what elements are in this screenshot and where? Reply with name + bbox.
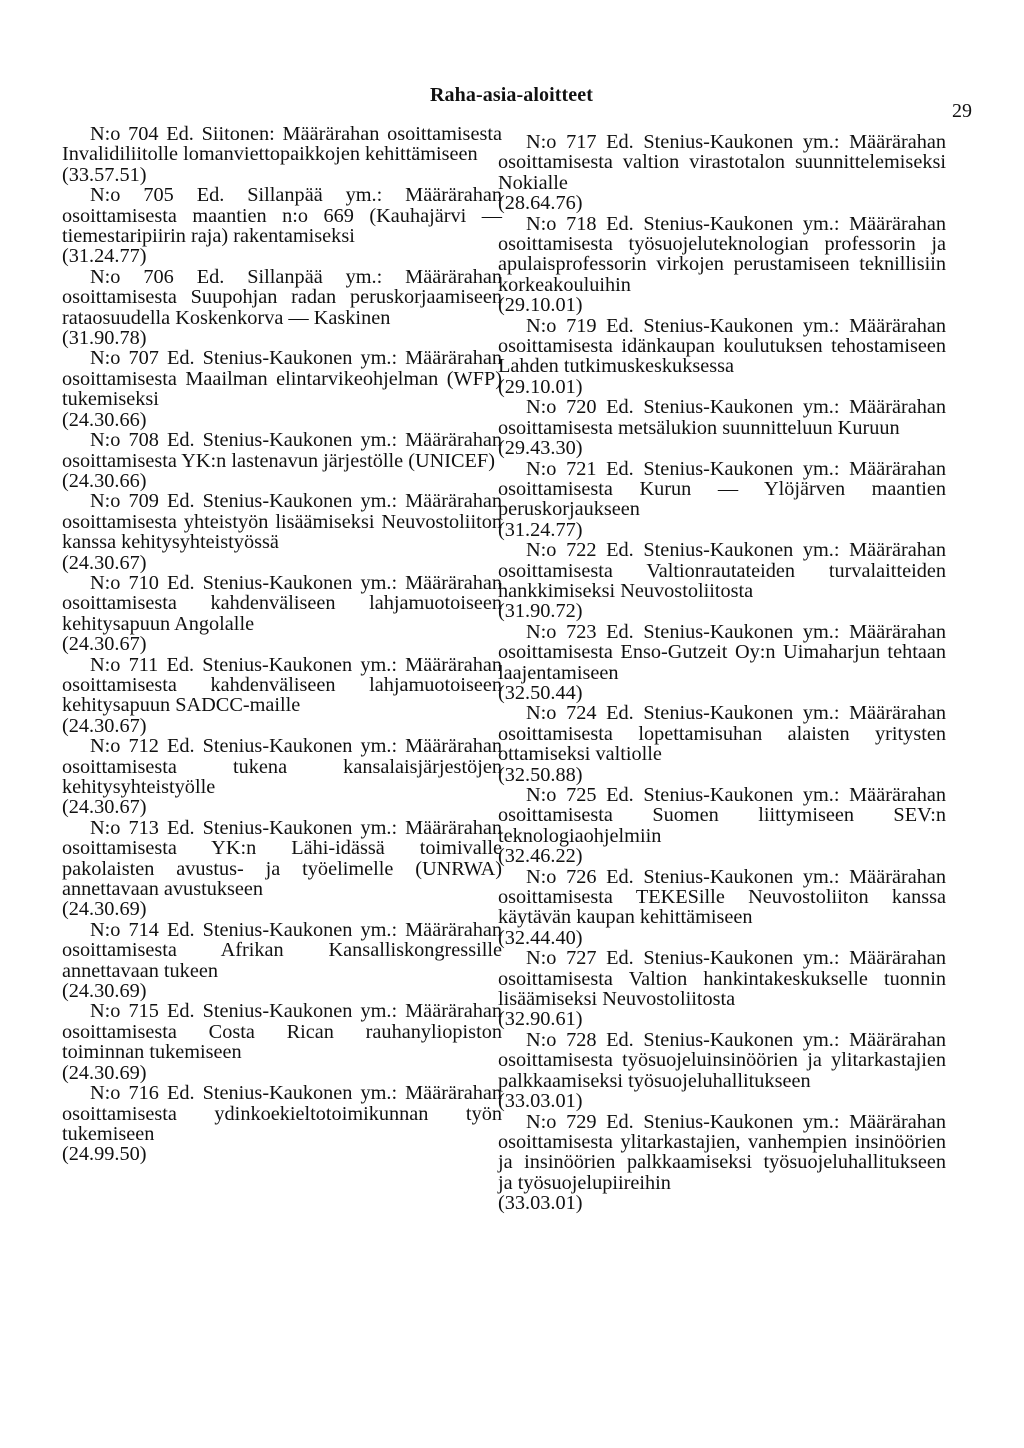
- motion-title: N:o 719 Ed. Stenius-Kaukonen ym.: Määrärahan osoittamisesta idänkaupan koulutuksen tehostamiseen Lahden tutkimuskeskuksessa: [498, 314, 946, 378]
- motion-title: N:o 717 Ed. Stenius-Kaukonen ym.: Määrärahan osoittamisesta valtion virastotalon suunnittelemiseksi Nokialle: [498, 131, 946, 194]
- motion-entry: [62, 573, 502, 655]
- budget-item-code: (24.30.69): [62, 898, 147, 921]
- right-column: [498, 132, 946, 1214]
- motion-title: N:o 721 Ed. Stenius-Kaukonen ym.: Määrärahan osoittamisesta Kurun — Ylöjärven maantien peruskorjaukseen: [498, 457, 946, 521]
- motion-title: N:o 720 Ed. Stenius-Kaukonen ym.: Määrärahan osoittamisesta metsälukion suunnitteluun Kuruun: [498, 396, 946, 439]
- budget-item-code: (28.64.76): [498, 192, 583, 215]
- budget-item-code: (32.50.88): [498, 763, 583, 786]
- motion-title: N:o 713 Ed. Stenius-Kaukonen ym.: Määrärahan osoittamisesta YK:n Lähi-idässä toimivalle pakolaisten avustus- ja työelimelle (UNRWA) annettavaan avustukseen: [62, 816, 502, 901]
- motion-entry: [498, 622, 946, 704]
- motion-entry: [62, 491, 502, 573]
- budget-item-code: (31.24.77): [62, 245, 147, 268]
- budget-item-code: (24.30.69): [62, 1061, 147, 1084]
- motion-title: N:o 706 Ed. Sillanpää ym.: Määrärahan osoittamisesta Suupohjan radan peruskorjaamiseen rataosuudella Koskenkorva — Kaskinen: [62, 265, 502, 329]
- motion-entry: [498, 785, 946, 867]
- motion-title: N:o 727 Ed. Stenius-Kaukonen ym.: Määrärahan osoittamisesta Valtion hankintakeskukselle tuonnin lisäämiseksi Neuvostoliitosta: [498, 947, 946, 1011]
- budget-item-code: (32.90.61): [498, 1008, 583, 1031]
- budget-item-code: (24.30.66): [62, 408, 147, 431]
- budget-item-code: (32.50.44): [498, 681, 583, 704]
- budget-item-code: (24.30.67): [62, 714, 147, 737]
- page-number: 29: [952, 100, 972, 122]
- motion-entry: [62, 818, 502, 920]
- motion-title: N:o 707 Ed. Stenius-Kaukonen ym.: Määrärahan osoittamisesta Maailman elintarvikeohjelman (WFP) tukemiseksi: [62, 347, 502, 411]
- motion-entry: [498, 948, 946, 1030]
- motion-title: N:o 722 Ed. Stenius-Kaukonen ym.: Määrärahan osoittamisesta Valtionrautateiden turvalaitteiden hankkimiseksi Neuvostoliitosta: [498, 539, 946, 602]
- motion-title: N:o 710 Ed. Stenius-Kaukonen ym.: Määrärahan osoittamisesta kahdenväliseen lahjamuotoiseen kehitysapuun Angolalle: [62, 571, 502, 635]
- running-head: Raha-asia-aloitteet: [430, 84, 593, 106]
- motion-title: N:o 723 Ed. Stenius-Kaukonen ym.: Määrärahan osoittamisesta Enso-Gutzeit Oy:n Uimaharjun tehtaan laajentamiseen: [498, 620, 946, 684]
- left-column: [62, 124, 502, 1165]
- motion-title: N:o 704 Ed. Siitonen: Määrärahan osoittamisesta Invalidiliitolle lomanviettopaikkojen kehittämiseen: [62, 123, 502, 166]
- motion-title: N:o 711 Ed. Stenius-Kaukonen ym.: Määrärahan osoittamisesta kahdenväliseen lahjamuotoiseen kehitysapuun SADCC-maille: [62, 653, 502, 717]
- motion-entry: [498, 132, 946, 214]
- motion-entry: [62, 736, 502, 818]
- budget-item-code: (33.57.51): [62, 163, 147, 186]
- motion-entry: [62, 124, 502, 185]
- motion-title: N:o 716 Ed. Stenius-Kaukonen ym.: Määrärahan osoittamisesta ydinkoekieltotoimikunnan työn tukemiseen: [62, 1082, 502, 1145]
- motion-entry: [498, 867, 946, 949]
- budget-item-code: (24.99.50): [62, 1143, 147, 1166]
- motion-entry: [62, 655, 502, 737]
- budget-item-code: (33.03.01): [498, 1090, 583, 1113]
- motion-entry: [62, 920, 502, 1002]
- motion-title: N:o 709 Ed. Stenius-Kaukonen ym.: Määrärahan osoittamisesta yhteistyön lisäämiseksi Neuvostoliiton kanssa kehitysyhteistyössä: [62, 490, 502, 554]
- motion-entry: [62, 185, 502, 267]
- motion-entry: [498, 1030, 946, 1112]
- motion-entry: [498, 459, 946, 541]
- motion-title: N:o 725 Ed. Stenius-Kaukonen ym.: Määrärahan osoittamisesta Suomen liittymiseen SEV:n teknologiaohjelmiin: [498, 784, 946, 847]
- motion-title: N:o 729 Ed. Stenius-Kaukonen ym.: Määrärahan osoittamisesta ylitarkastajien, vanhempien insinöörien ja insinöörien palkkaamiseksi työsuojeluhallitukseen ja työsuojelupiireihin: [498, 1110, 946, 1194]
- motion-entry: [498, 397, 946, 458]
- motion-title: N:o 715 Ed. Stenius-Kaukonen ym.: Määrärahan osoittamisesta Costa Rican rauhanyliopiston toiminnan tukemiseen: [62, 1000, 502, 1064]
- motion-entry: [62, 267, 502, 349]
- budget-item-code: (24.30.67): [62, 796, 147, 819]
- budget-item-code: (29.43.30): [498, 437, 583, 460]
- budget-item-code: (24.30.69): [62, 980, 147, 1003]
- motion-entry: [498, 703, 946, 785]
- budget-item-code: (32.44.40): [498, 926, 583, 949]
- motion-entry: [498, 214, 946, 316]
- budget-item-code: (33.03.01): [498, 1192, 583, 1215]
- motion-title: N:o 718 Ed. Stenius-Kaukonen ym.: Määrärahan osoittamisesta työsuojeluteknologian professorin ja apulaisprofessorin virkojen perustamiseen teknillisiin korkeakouluihin: [498, 212, 946, 296]
- budget-item-code: (32.46.22): [498, 845, 583, 868]
- motion-entry: [498, 1112, 946, 1214]
- motion-title: N:o 726 Ed. Stenius-Kaukonen ym.: Määrärahan osoittamisesta TEKESille Neuvostoliiton kanssa käytävän kaupan kehittämiseen: [498, 865, 946, 929]
- budget-item-code: (24.30.67): [62, 633, 147, 656]
- budget-item-code: (31.90.78): [62, 327, 147, 350]
- budget-item-code: (24.30.66): [62, 469, 147, 492]
- budget-item-code: (29.10.01): [498, 375, 583, 398]
- motion-entry: [62, 430, 502, 491]
- motion-entry: [62, 348, 502, 430]
- motion-entry: [498, 540, 946, 622]
- motion-entry: [498, 316, 946, 398]
- motion-title: N:o 728 Ed. Stenius-Kaukonen ym.: Määrärahan osoittamisesta työsuojeluinsinöörien ja ylitarkastajien palkkaamiseksi työsuojeluhallitukseen: [498, 1028, 946, 1092]
- budget-item-code: (31.24.77): [498, 518, 583, 541]
- budget-item-code: (29.10.01): [498, 294, 583, 317]
- motion-title: N:o 708 Ed. Stenius-Kaukonen ym.: Määrärahan osoittamisesta YK:n lastenavun järjestölle (UNICEF): [62, 429, 502, 472]
- motion-title: N:o 714 Ed. Stenius-Kaukonen ym.: Määrärahan osoittamisesta Afrikan Kansalliskongressille annettavaan tukeen: [62, 918, 502, 982]
- budget-item-code: (24.30.67): [62, 551, 147, 574]
- budget-item-code: (31.90.72): [498, 600, 583, 623]
- page-header: [0, 78, 1024, 122]
- motion-title: N:o 724 Ed. Stenius-Kaukonen ym.: Määrärahan osoittamisesta lopettamisuhan alaisten yritysten ottamiseksi valtiolle: [498, 702, 946, 766]
- motion-title: N:o 705 Ed. Sillanpää ym.: Määrärahan osoittamisesta maantien n:o 669 (Kauhajärvi — tiemestaripiirin raja) rakentamiseksi: [62, 184, 502, 248]
- motion-title: N:o 712 Ed. Stenius-Kaukonen ym.: Määrärahan osoittamisesta tukena kansalaisjärjestöjen kehitysyhteistyölle: [62, 735, 502, 798]
- motion-entry: [62, 1001, 502, 1083]
- motion-entry: [62, 1083, 502, 1165]
